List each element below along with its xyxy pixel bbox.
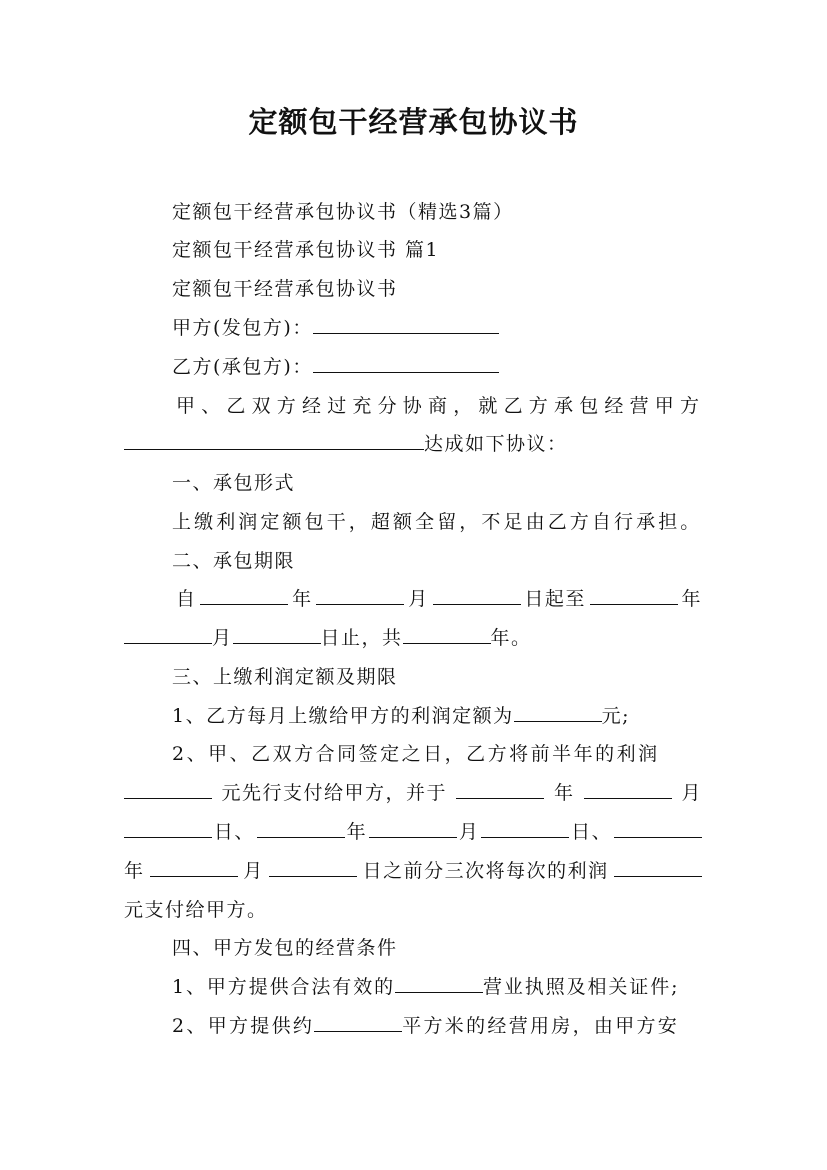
end-day-blank — [233, 623, 321, 644]
intro-blank — [124, 429, 424, 450]
section-3-heading: 三、上缴利润定额及期限 — [172, 666, 398, 688]
start-month-blank — [316, 584, 404, 605]
profit-quota-blank — [514, 701, 602, 722]
subtitle-line: 定额包干经营承包协议书（精选3篇） — [172, 201, 514, 223]
party-b-line — [172, 352, 499, 382]
pay-day-3-blank — [269, 856, 357, 877]
party-a-blank — [313, 313, 499, 334]
year-label: 年 — [124, 860, 145, 882]
year-end-label: 年。 — [490, 627, 532, 649]
intro-line-2 — [124, 429, 568, 459]
section-3-item-2-line-2 — [124, 778, 702, 808]
month-label: 月 — [408, 588, 429, 610]
intro-text: 达成如下协议： — [424, 433, 568, 455]
item-2-tail: 平方米的经营用房，由甲方安 — [402, 1015, 680, 1037]
item-1-lead: 1、甲方提供合法有效的 — [172, 976, 395, 998]
party-b-label: 乙方(承包方)： — [172, 356, 313, 378]
year-label: 年 — [681, 588, 702, 610]
section-3-item-2-line-5: 元支付给甲方。 — [124, 899, 268, 921]
pay-month-1-blank — [584, 778, 672, 799]
year-label: 年 — [292, 588, 313, 610]
section-3-item-2: 2、甲、乙双方合同签定之日，乙方将前半年的利润 — [172, 743, 660, 765]
chapter-line: 定额包干经营承包协议书 篇1 — [172, 239, 440, 261]
pay-month-3-blank — [150, 856, 238, 877]
section-3-item-2-line-4 — [124, 856, 702, 886]
year-label: 年 — [346, 821, 368, 843]
party-b-blank — [313, 352, 499, 373]
section-2-heading: 二、承包期限 — [172, 550, 296, 572]
pay-day-2-blank — [481, 817, 569, 838]
day-sep-label: 日、 — [213, 821, 255, 843]
section-3-item-1 — [172, 701, 630, 731]
installment-profit-blank — [614, 856, 702, 877]
section-2-line-2 — [124, 623, 532, 653]
item-2-lead: 2、甲方提供约 — [172, 1015, 315, 1037]
section-1-body: 上缴利润定额包干，超额全留，不足由乙方自行承担。 — [172, 511, 703, 533]
month-label: 月 — [458, 821, 480, 843]
heading-line: 定额包干经营承包协议书 — [172, 278, 398, 300]
intro-line-1: 甲、乙双方经过充分协商，就乙方承包经营甲方 — [176, 395, 706, 417]
party-a-label: 甲方(发包方)： — [172, 317, 313, 339]
section-4-heading: 四、甲方发包的经营条件 — [172, 937, 398, 959]
pay-year-1-blank — [456, 778, 544, 799]
pay-day-1-blank — [124, 817, 212, 838]
pay-month-2-blank — [369, 817, 457, 838]
start-day-blank — [433, 584, 521, 605]
area-blank — [314, 1011, 402, 1032]
section-4-item-2 — [172, 1011, 679, 1041]
day-start-label: 日起至 — [524, 588, 586, 610]
document-title: 定额包干经营承包协议书 — [248, 105, 579, 139]
month-label: 月 — [212, 627, 233, 649]
prepay-text: 元先行支付给甲方，并于 — [221, 782, 447, 804]
day-sep-label: 日、 — [571, 821, 613, 843]
deadline-text: 日之前分三次将每次的利润 — [362, 860, 609, 882]
license-type-blank — [395, 972, 483, 993]
month-label: 月 — [243, 860, 264, 882]
total-years-blank — [403, 623, 491, 644]
item-1-tail: 营业执照及相关证件; — [483, 976, 680, 998]
party-a-line — [172, 313, 499, 343]
pay-year-3-blank — [614, 817, 702, 838]
section-4-item-1 — [172, 972, 679, 1002]
month-label: 月 — [681, 782, 702, 804]
section-1-heading: 一、承包形式 — [172, 472, 296, 494]
day-end-label: 日止，共 — [320, 627, 403, 649]
end-year-blank — [590, 584, 678, 605]
half-year-profit-blank — [124, 778, 212, 799]
end-month-blank — [124, 623, 212, 644]
item-1-unit: 元; — [601, 705, 630, 727]
section-3-item-2-line-3 — [124, 817, 702, 847]
section-2-line-1 — [176, 584, 702, 614]
year-label: 年 — [553, 782, 575, 804]
item-1-text: 1、乙方每月上缴给甲方的利润定额为 — [172, 705, 514, 727]
pay-year-2-blank — [257, 817, 345, 838]
from-label: 自 — [176, 588, 197, 610]
start-year-blank — [200, 584, 288, 605]
